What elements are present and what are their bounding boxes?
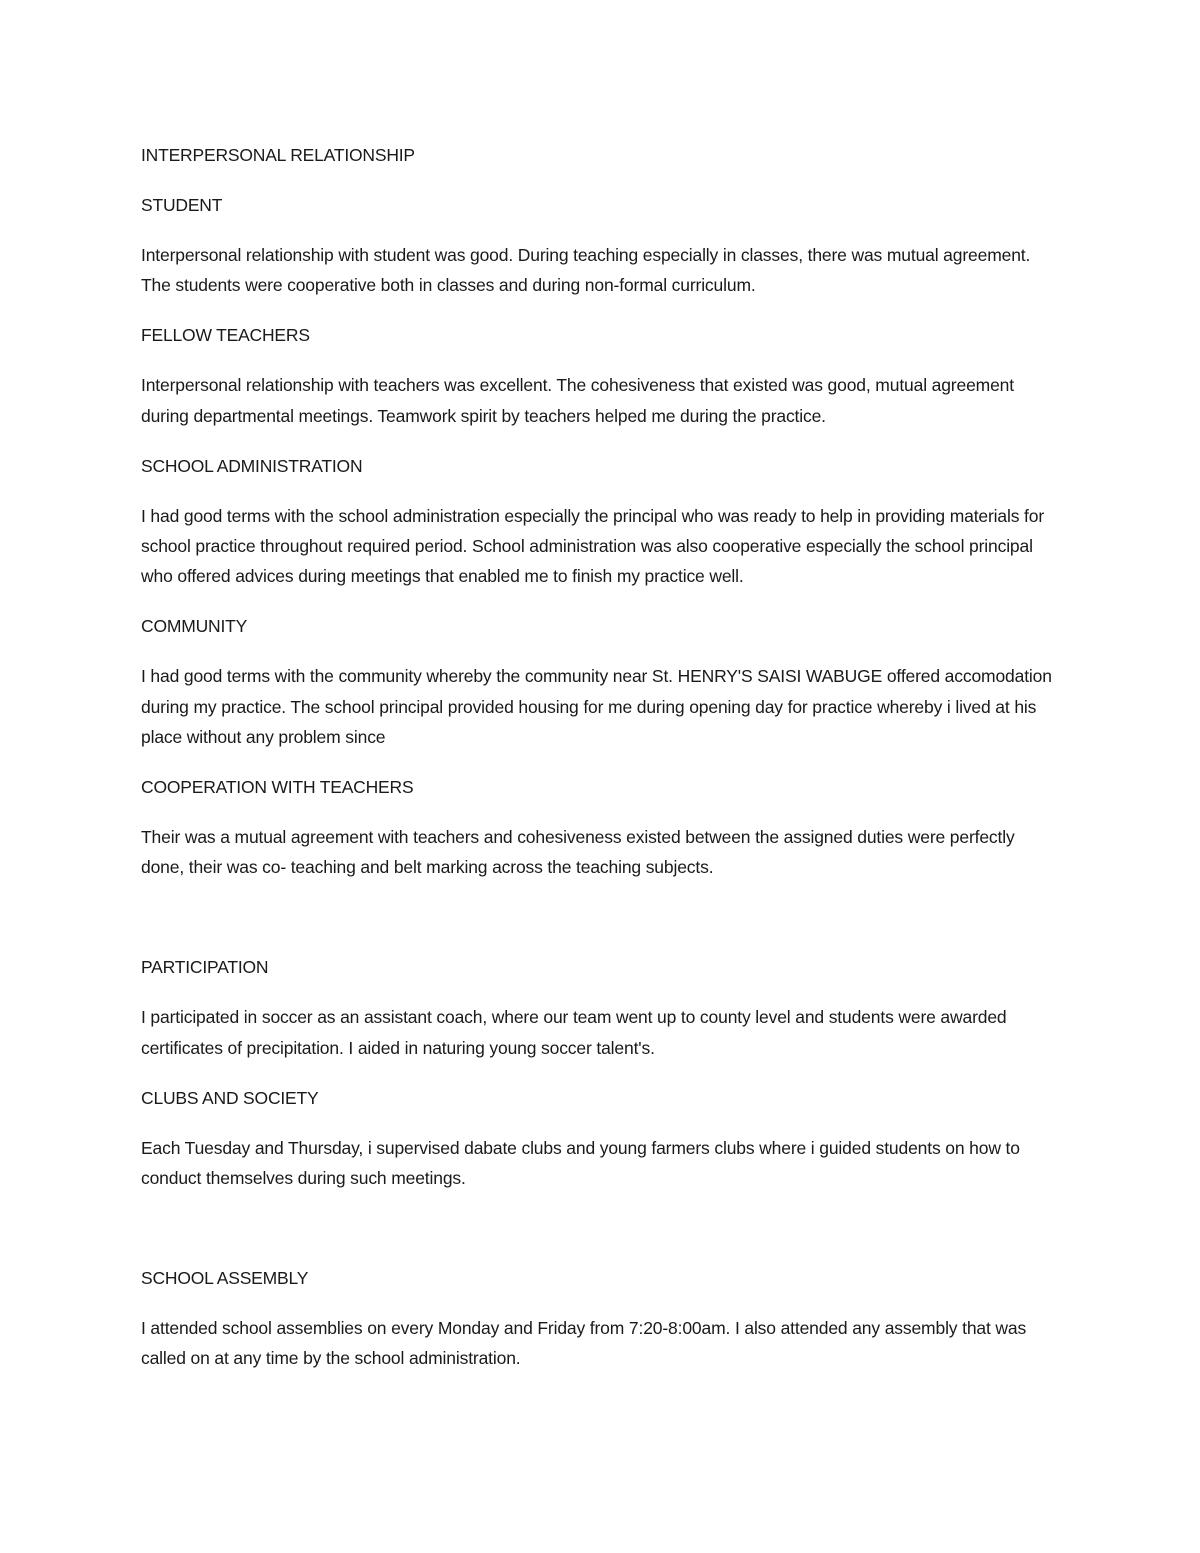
section-text-school-administration: I had good terms with the school administration especially the principal who was ready to help in providing materials for school practice throughout required period. School administration was also cooperative especially the school principal who offered advices during meetings that enabled me to finish my practice well. bbox=[141, 505, 1045, 587]
section-heading-school-assembly: SCHOOL ASSEMBLY bbox=[141, 1268, 309, 1289]
section-heading-cooperation-with-teachers: COOPERATION WITH TEACHERS bbox=[141, 777, 414, 798]
section-text-fellow-teachers: Interpersonal relationship with teachers was excellent. The cohesiveness that existed was good, mutual agreement during departmental meetings. Teamwork spirit by teachers helped me during the practice. bbox=[141, 375, 1014, 426]
section-text-school-assembly: I attended school assemblies on every Monday and Friday from 7:20-8:00am. I also attended any assembly that was called on at any time by the school administration. bbox=[141, 1318, 1027, 1369]
section-heading-clubs-and-society: CLUBS AND SOCIETY bbox=[141, 1087, 319, 1108]
section-heading-participation: PARTICIPATION bbox=[141, 957, 269, 978]
section-text-clubs-and-society: Each Tuesday and Thursday, i supervised dabate clubs and young farmers clubs where i guided students on how to conduct themselves during such meetings. bbox=[141, 1137, 1020, 1189]
document-title: INTERPERSONAL RELATIONSHIP bbox=[141, 145, 415, 165]
section-heading-fellow-teachers: FELLOW TEACHERS bbox=[141, 325, 310, 346]
section-text-community: I had good terms with the community whereby the community near St. HENRY'S SAISI WABUGE offered accomodation during my practice. The school principal provided housing for me during opening day for practice whereby i lived at his place without any problem since bbox=[141, 666, 1052, 747]
document-page bbox=[141, 140, 1061, 1394]
section-text-student: Interpersonal relationship with student was good. During teaching especially in classes, there was mutual agreement. The students were cooperative both in classes and during non-formal curriculum. bbox=[141, 245, 1031, 296]
section-heading-school-administration: SCHOOL ADMINISTRATION bbox=[141, 455, 363, 476]
section-text-participation: I participated in soccer as an assistant coach, where our team went up to county level and students were awarded certificates of precipitation. I aided in naturing young soccer talent's. bbox=[141, 1007, 1007, 1058]
section-heading-community: COMMUNITY bbox=[141, 616, 248, 637]
section-text-cooperation-with-teachers: Their was a mutual agreement with teachers and cohesiveness existed between the assigned duties were perfectly done, their was co- teaching and belt marking across the teaching subjects. bbox=[141, 827, 1015, 878]
section-heading-student: STUDENT bbox=[141, 195, 223, 215]
